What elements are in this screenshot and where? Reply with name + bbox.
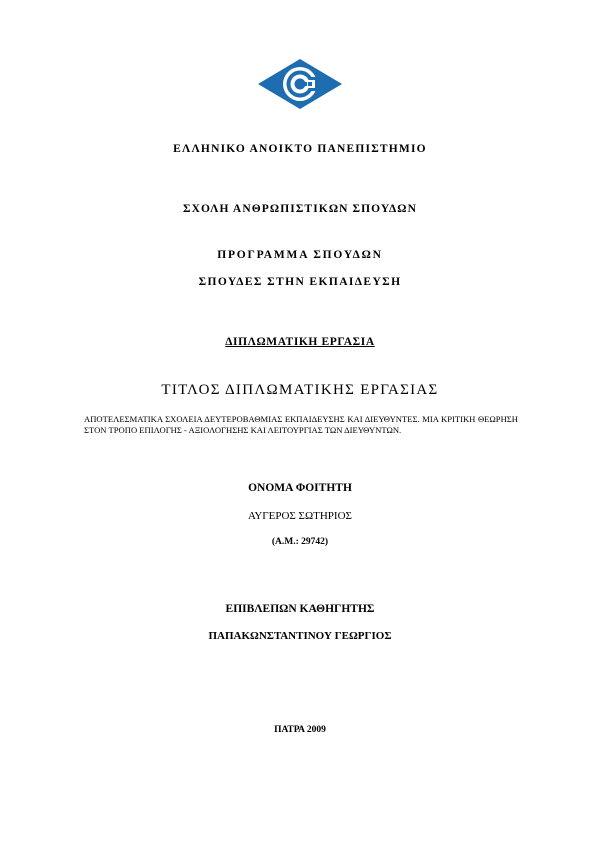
supervisor-label: ΕΠΙΒΛΕΠΩΝ ΚΑΘΗΓΗΤΗΣ bbox=[225, 603, 375, 615]
document-type bbox=[0, 336, 600, 348]
student-name: ΑΥΓΕΡΟΣ ΣΩΤΗΡΙΟΣ bbox=[248, 510, 352, 522]
program-heading: ΠΡΟΓΡΑΜΜΑ ΣΠΟΥΔΩΝ bbox=[217, 249, 383, 261]
thesis-title: ΑΠΟΤΕΛΕΣΜΑΤΙΚΑ ΣΧΟΛΕΙΑ ΔΕΥΤΕΡΟΒΑΘΜΙΑΣ ΕΚΠΑΙΔΕΥΣΗΣ ΚΑΙ ΔΙΕΥΘΥΝΤΕΣ. ΜΙΑ ΚΡΙΤΙΚΗ ΘΕΩΡΗΣΗ ΣΤΟΝ ΤΡΟΠΟ ΕΠΙΛΟΓΗΣ - ΑΞΙΟΛΟΓΗΣΗΣ ΚΑΙ ΛΕΙΤΟΥΡΓΙΑΣ ΤΩΝ ΔΙΕΥΘΥΝΤΩΝ. bbox=[84, 414, 518, 435]
eap-logo-icon bbox=[257, 58, 343, 110]
university-name: ΕΛΛΗΝΙΚΟ ΑΝΟΙΚΤΟ ΠΑΝΕΠΙΣΤΗΜΙΟ bbox=[173, 143, 427, 155]
school-name: ΣΧΟΛΗ ΑΝΘΡΩΠΙΣΤΙΚΩΝ ΣΠΟΥΔΩΝ bbox=[182, 203, 418, 215]
student-id: (Α.Μ.: 29742) bbox=[271, 537, 329, 547]
supervisor-name: ΠΑΠΑΚΩΝΣΤΑΝΤΙΝΟΥ ΓΕΩΡΓΙΟΣ bbox=[208, 630, 392, 642]
document-type-text: ΔΙΠΛΩΜΑΤΙΚΗ ΕΡΓΑΣΙΑ bbox=[225, 336, 375, 348]
student-label: ΟΝΟΜΑ ΦΟΙΤΗΤΗ bbox=[248, 482, 352, 494]
title-label: ΤΙΤΛΟΣ ΔΙΠΛΩΜΑΤΙΚΗΣ ΕΡΓΑΣΙΑΣ bbox=[161, 382, 439, 398]
city-year: ΠΑΤΡΑ 2009 bbox=[274, 725, 326, 735]
program-name: ΣΠΟΥΔΕΣ ΣΤΗΝ ΕΚΠΑΙΔΕΥΣΗ bbox=[198, 276, 402, 288]
